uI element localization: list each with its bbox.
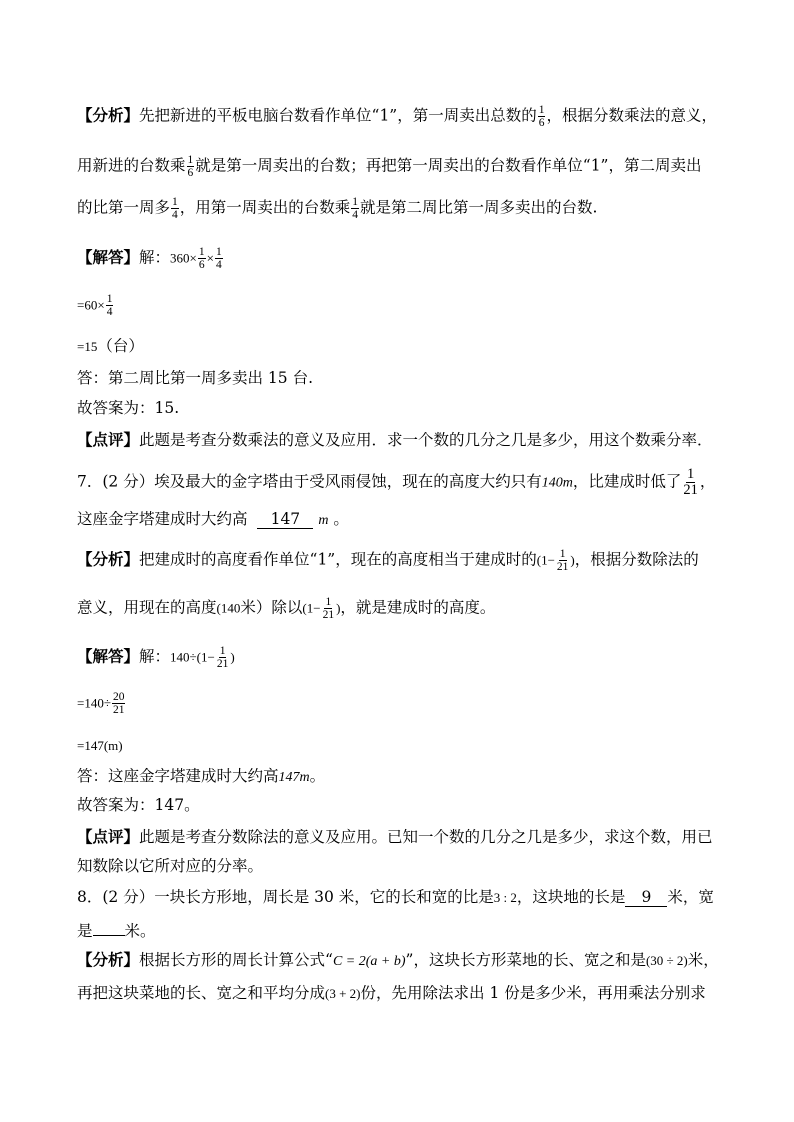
q8-stem-line-2: 是 米。 [77, 922, 156, 940]
q7-comment-line-1: 【点评】此题是考查分数除法的意义及应用。已知一个数的几分之几是多少，求这个数，用已 [77, 827, 713, 846]
q7-answer: 答：这座金字塔建成时大约高147m。 [77, 767, 326, 785]
q6-answer: 答：第二周比第一周多卖出 15 台. [77, 369, 314, 387]
fraction-one-fourth: $\frac{1}{4}$ [172, 196, 178, 222]
q6-analysis-line-1: 【分析】先把新进的平板电脑台数看作单位“1”，第一周卖出总数的 $\frac{1}{6}$ ，根据分数乘法的意义， [77, 104, 717, 130]
q6-solve-line-3: =15（台） [77, 337, 144, 355]
answer-blank: 147 [257, 512, 313, 529]
q8-analysis-line-2: 再把这块菜地的长、宽之和平均分成(3 + 2)份，先用除法求出 1 份是多少米，再用乘法分别求 [77, 984, 706, 1002]
analysis-tag: 【分析】 [77, 105, 140, 125]
q6-analysis-line-2: 用新进的台数乘 $\frac{1}{6}$ 就是第一周卖出的台数；再把第一周卖出的台数看作单位“1”，第二周卖出 [77, 154, 702, 180]
q7-stem-line-1: 7．(2 分）埃及最大的金字塔由于受风雨侵蚀，现在的高度大约只有140m，比建成时低了 $\frac{1}{21}$ ， [77, 466, 716, 499]
fraction-one-sixth: $\frac{1}{6}$ [187, 154, 194, 180]
q7-stem-line-2: 这座金字塔建成时大约高 147 m 。 [77, 510, 349, 528]
q7-solve-line-2: =140÷ $\frac{20}{21}$ [77, 691, 125, 717]
solve-tag: 【解答】 [77, 646, 140, 666]
q6-comment: 【点评】此题是考查分数乘法的意义及应用．求一个数的几分之几是多少，用这个数乘分率． [77, 430, 713, 449]
q7-comment-line-2: 知数除以它所对应的分率。 [77, 857, 264, 875]
q7-solve-line-1: 【解答】解：140÷(1− $\frac{1}{21}$ ) [77, 645, 235, 671]
fraction-one-fourth: $\frac{1}{4}$ [352, 196, 359, 222]
q7-analysis-line-1: 【分析】把建成时的高度看作单位“1”，现在的高度相当于建成时的(1− $\frac{1}{21}$ )，根据分数除法的 [77, 548, 699, 574]
fraction-one-twentyfirst: $\frac{1}{21}$ [683, 466, 698, 499]
q6-analysis-line-3: 的比第一周多 $\frac{1}{4}$ ，用第一周卖出的台数乘 $\frac{1}{4}$ 就是第二周比第一周多卖出的台数. [77, 196, 598, 222]
q7-fill: 故答案为：147。 [77, 796, 200, 814]
q6-solve-line-2: =60× $\frac{1}{4}$ [77, 293, 113, 319]
q7-solve-line-3: =147(m) [77, 738, 123, 753]
q6-solve-line-1: 【解答】解：360× $\frac{1}{6}$ × $\frac{1}{4}$ [77, 246, 222, 272]
answer-blank-length: 9 [625, 890, 667, 907]
comment-tag: 【点评】 [77, 430, 140, 449]
analysis-tag: 【分析】 [77, 950, 140, 969]
fraction-one-sixth: $\frac{1}{6}$ [538, 104, 545, 130]
analysis-tag: 【分析】 [77, 549, 140, 569]
solve-tag: 【解答】 [77, 247, 140, 267]
q7-analysis-line-2: 意义，用现在的高度(140米）除以(1− $\frac{1}{21}$ )，就是建成时的高度。 [77, 596, 496, 622]
q6-fill: 故答案为：15. [77, 399, 180, 417]
q8-stem-line-1: 8．(2 分）一块长方形地，周长是 30 米，它的长和宽的比是3 : 2，这块地的长是 9 米，宽 [77, 888, 714, 906]
answer-blank-width [93, 920, 125, 936]
comment-tag: 【点评】 [77, 827, 140, 846]
q8-analysis-line-1: 【分析】根据长方形的周长计算公式“C = 2(a + b)”，这块长方形菜地的长、宽之和是(30 ÷ 2)米， [77, 950, 719, 969]
